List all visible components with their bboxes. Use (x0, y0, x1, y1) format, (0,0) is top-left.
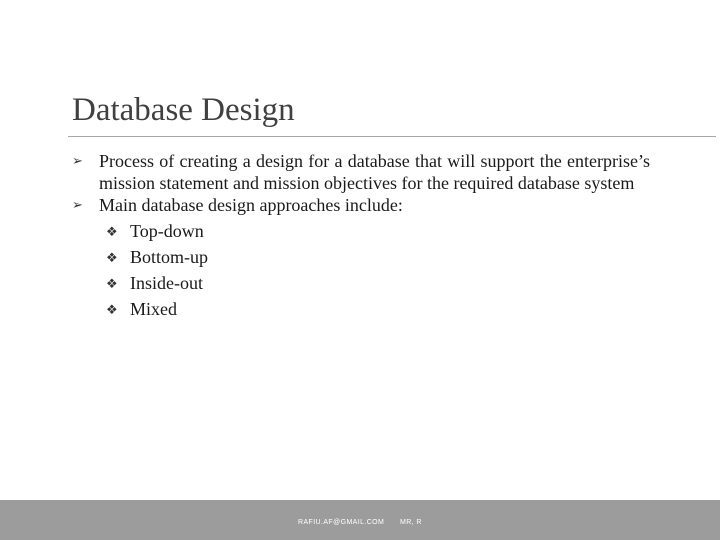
footer-bar (0, 500, 720, 540)
slide-title: Database Design (72, 92, 295, 128)
bullet-item (72, 150, 650, 194)
bullet-text: Main database design approaches include: (99, 195, 403, 215)
sub-bullet-item (72, 246, 650, 268)
sub-bullet-text: Top-down (130, 221, 204, 241)
sub-bullet-item (72, 272, 650, 294)
title-divider (68, 136, 716, 137)
bullet-text: Process of creating a design for a database that will support the enterprise’s mission statement and mission objectives for the required database system (99, 151, 650, 193)
diamond-bullet-icon: ❖ (106, 224, 118, 239)
sub-bullet-list (72, 220, 650, 320)
footer-author: MR, R (400, 519, 422, 526)
footer-email: RAFIU.AF@GMAIL.COM (298, 519, 385, 526)
arrow-bullet-icon: ➢ (72, 153, 83, 168)
slide-body (72, 150, 650, 320)
diamond-bullet-icon: ❖ (106, 250, 118, 265)
sub-bullet-text: Bottom-up (130, 247, 209, 267)
arrow-bullet-icon: ➢ (72, 197, 83, 212)
sub-bullet-text: Inside-out (130, 273, 203, 293)
diamond-bullet-icon: ❖ (106, 302, 118, 317)
sub-bullet-text: Mixed (130, 299, 177, 319)
sub-bullet-item (72, 298, 650, 320)
sub-bullet-item (72, 220, 650, 242)
bullet-item (72, 194, 650, 216)
diamond-bullet-icon: ❖ (106, 276, 118, 291)
